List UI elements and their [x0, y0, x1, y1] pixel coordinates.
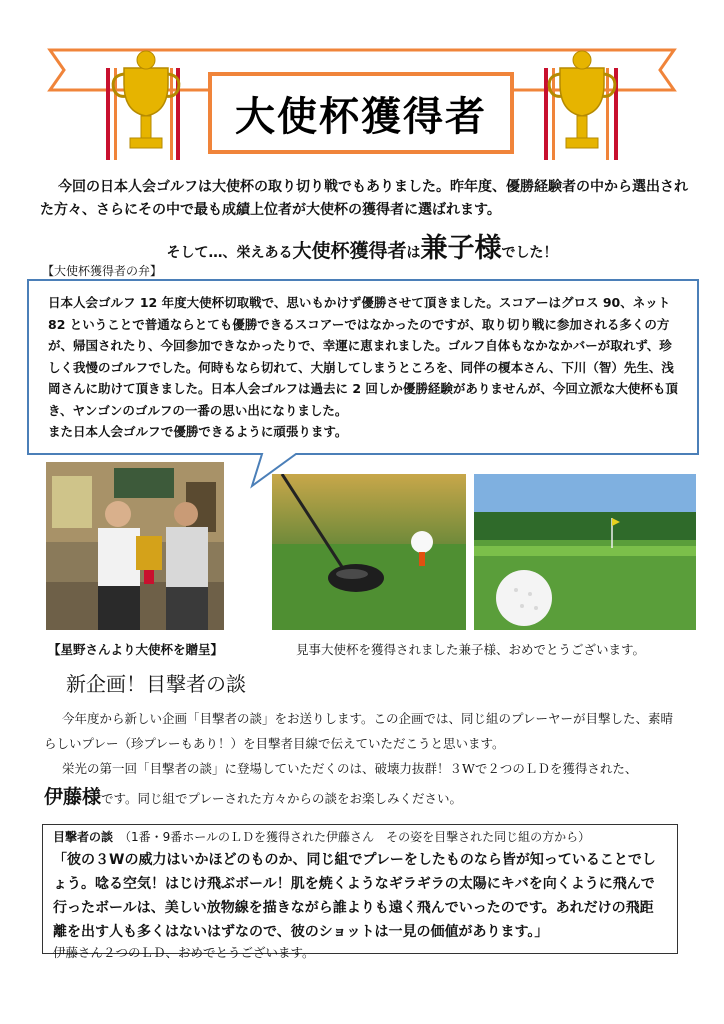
- trophy-presentation-photo: [46, 462, 224, 630]
- quote-body: 「彼の３Wの威力はいかほどのものか、同じ組でプレーをしたものなら皆が知っていることでしょう。唸る空気！はじけ飛ぶボール！肌を焼くようなギラギラの太陽にキバを向くように飛んで行ったボールは、美しい放物線を描きながら誰よりも遠く飛んでいったのです。あれだけの飛距離を出す人も多くはないはずなので、彼のショットは一見の価値があります。」: [53, 852, 656, 940]
- quote-header: [53, 829, 667, 846]
- quote-label: 目撃者の談: [53, 830, 114, 844]
- announce-winner-name: 兼子様: [420, 233, 502, 264]
- announce-part3: は: [406, 245, 421, 261]
- golf-ball-green-photo: [474, 474, 696, 630]
- section-title: 新企画！目撃者の談: [66, 672, 246, 696]
- section-para3: です。同じ組でプレーされた方々からの談をお楽しみください。: [101, 791, 463, 806]
- witness-quote-box: [42, 824, 678, 960]
- speech-text: [48, 292, 684, 443]
- golf-driver-photo: [272, 474, 466, 630]
- quote-closing: 伊藤さん２つのＬＤ、おめでとうございます。: [53, 945, 315, 960]
- announce-award: 大使杯獲得者: [292, 240, 407, 262]
- section-para2: 栄光の第一回「目撃者の談」に登場していただくのは、破壊力抜群！３Wで２つのＬＤを獲得された、: [62, 761, 638, 776]
- photo-caption-right: 見事大使杯を獲得されました兼子様、おめでとうございます。: [296, 642, 646, 657]
- announce-part5: でした！: [501, 245, 558, 261]
- featured-player-name: 伊藤様: [44, 786, 102, 808]
- speech-body: 日本人会ゴルフ 12 年度大使杯切取戦で、思いもかけず優勝させて頂きました。スコアーはグロス 90、ネット 82 ということで普通ならとても優勝できるスコアーではなかったのですが、取り切り戦に参加される多くの方が、帰国されたり、今回参加できなかったりで、幸運に恵まれました。ゴルフ自体もなかなかバーが取れず、珍しく我慢のゴルフでした。何時もなら切れて、大崩してしまうところを、同伴の榎本さん、下川（智）先生、浅岡さんに助けて頂きました。日本人会ゴルフは過去に 2 回しか優勝経験がありませんが、今回立派な大使杯も頂き、ヤンゴンのゴルフの一番の思い出になりました。: [48, 295, 678, 418]
- winner-announcement: [0, 226, 724, 265]
- section-para1: 今年度から新しい企画「目撃者の談」をお送りします。この企画では、同じ組のプレーヤーが目撃した、素晴らしいプレー（珍プレーもあり！）を目撃者目線で伝えていただこうと思います。: [44, 711, 674, 751]
- section-body: [44, 706, 684, 811]
- speech-label: 【大使杯獲得者の弁】: [42, 264, 163, 278]
- quote-subtitle: （1番・9番ホールのＬＤを獲得された伊藤さん その姿を目撃された同じ組の方から）: [125, 830, 591, 844]
- intro-paragraph: 今回の日本人会ゴルフは大使杯の取り切り戦でもありました。昨年度、優勝経験者の中から選出された方々、さらにその中で最も成績上位者が大使杯の獲得者に選ばれます。: [40, 179, 688, 218]
- announce-part1: そして…、栄えある: [166, 245, 293, 261]
- title-frame: [208, 72, 514, 154]
- page-title: 大使杯獲得者: [235, 93, 487, 140]
- speech-closing: また日本人会ゴルフで優勝できるように頑張ります。: [48, 424, 348, 439]
- photo-caption-left: 【星野さんより大使杯を贈呈】: [48, 642, 224, 657]
